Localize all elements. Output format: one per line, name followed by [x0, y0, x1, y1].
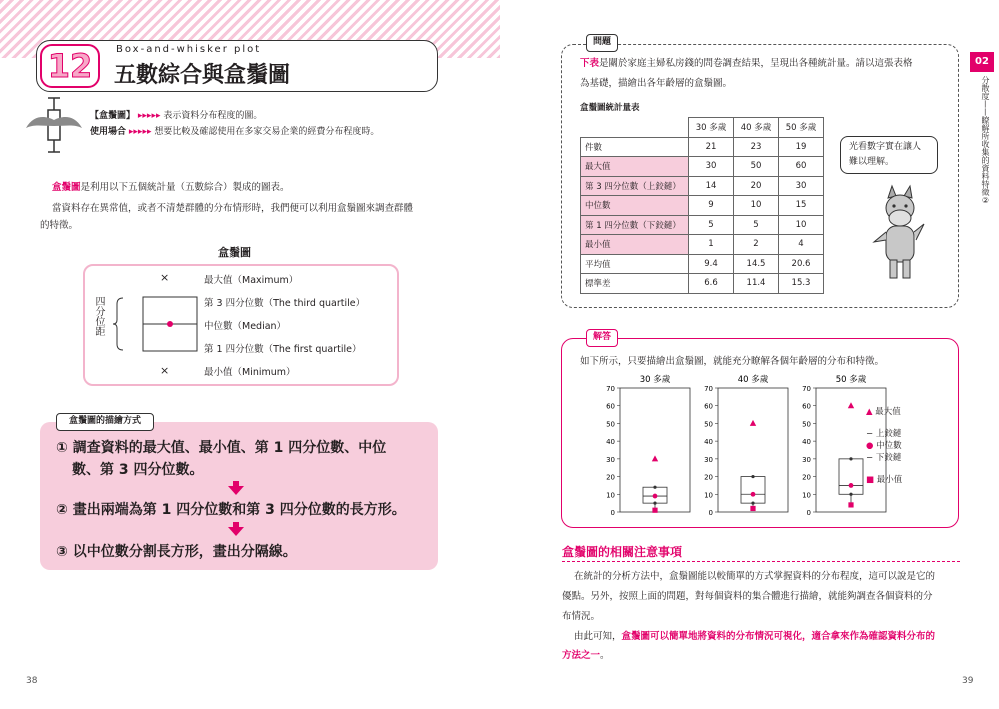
notes-line-5	[562, 646, 610, 665]
iqr-label: 四分位距	[93, 296, 104, 336]
y-tick-label: 10	[802, 491, 811, 500]
category-label: 50 多歲	[835, 375, 867, 385]
y-tick-label: 0	[610, 509, 615, 517]
table-row	[581, 235, 824, 255]
down-arrow-icon	[228, 527, 244, 536]
table-cell: 30	[779, 176, 824, 196]
down-arrow-icon	[228, 486, 244, 495]
row-label: 最小值	[581, 235, 689, 255]
min-point	[652, 508, 657, 513]
table-cell: 1	[689, 235, 734, 255]
paragraph-2-line-2: 的特徵。	[40, 220, 79, 231]
table-cell: 15.3	[779, 274, 824, 294]
speech-bubble	[840, 136, 938, 174]
y-tick-label: 20	[606, 473, 615, 482]
notes-line-4-start: 由此可知，	[574, 631, 622, 642]
table-cell: 15	[779, 196, 824, 216]
y-tick-label: 20	[704, 473, 713, 482]
table-row	[581, 274, 824, 294]
y-tick-label: 30	[802, 455, 811, 464]
median-point	[751, 492, 756, 497]
chapter-side-text: 分散度——瞭解所收集的資料特徵②	[981, 76, 990, 205]
legend-median-label: 中位數	[876, 441, 902, 451]
table-cell: 2	[734, 235, 779, 255]
table-cell: 6.6	[689, 274, 734, 294]
upper-hinge-point	[751, 475, 754, 478]
table-cell: 9	[689, 196, 734, 216]
notes-line-2: 優點。另外，按照上面的問題，對每個資料的集合體進行描繪，就能夠調查各個資料的分	[562, 591, 933, 602]
table-row	[581, 176, 824, 196]
question-tag: 問題	[586, 34, 618, 52]
speech-line-1: 光看數字實在讓人	[849, 142, 922, 152]
label-max: 最大值（Maximum）	[204, 275, 299, 286]
label-median: 中位數（Median）	[204, 321, 287, 332]
answer-text: 如下所示，只要描繪出盒鬚圖，就能充分瞭解各個年齡層的分布和特徵。	[580, 356, 885, 367]
table-cell: 11.4	[734, 274, 779, 294]
usage-arrows: ▸▸▸▸▸	[128, 127, 152, 137]
table-cell: 30	[689, 157, 734, 177]
legend-lower-label: 下鉸鏈	[875, 453, 902, 463]
table-row	[581, 137, 824, 157]
lower-hinge-point	[751, 502, 754, 505]
boxplot-chart	[584, 372, 867, 522]
table-cell: 23	[734, 137, 779, 157]
definition-line	[90, 108, 262, 121]
y-tick-label: 50	[704, 420, 713, 429]
step-1-line-2: 數、第 3 四分位數。	[72, 462, 204, 478]
category-label: 30 多歲	[639, 375, 671, 385]
y-tick-label: 10	[606, 491, 615, 500]
notes-line-5-highlight: 方法之一	[562, 650, 601, 661]
legend-upper-label: 上鉸鏈	[875, 429, 902, 439]
table-cell: 21	[689, 137, 734, 157]
y-tick-label: 60	[704, 402, 713, 411]
table-row	[581, 157, 824, 177]
triangle-icon: ▲	[866, 407, 873, 417]
table-cell: 20.6	[779, 254, 824, 274]
paragraph-2-line-1: 當資料存在異常值，或者不清楚群體的分布情形時，我們便可以利用盒鬚圖來調查群體	[52, 203, 414, 214]
table-cell: 20	[734, 176, 779, 196]
table-cell: 10	[734, 196, 779, 216]
square-icon: ■	[866, 475, 875, 485]
question-line-1	[580, 54, 913, 73]
box	[741, 477, 765, 504]
legend-item-lower	[866, 452, 902, 464]
y-tick-label: 60	[606, 402, 615, 411]
min-point	[848, 502, 853, 507]
table-cell: 14	[689, 176, 734, 196]
table-cell: 50	[734, 157, 779, 177]
table-cell: 9.4	[689, 254, 734, 274]
label-q3: 第 3 四分位數（The third quartile）	[204, 298, 366, 309]
notes-heading: 盒鬚圖的相關注意事項	[562, 545, 683, 559]
lower-hinge-point	[653, 502, 656, 505]
notes-line-3: 布情況。	[562, 611, 601, 622]
y-tick-label: 50	[802, 420, 811, 429]
mustache-boxplot-icon	[24, 96, 84, 160]
definition-text: 表示資料分布程度的圖。	[163, 111, 263, 121]
notes-line-5-end: 。	[600, 650, 610, 661]
upper-hinge-point	[849, 457, 852, 460]
table-cell: 19	[779, 137, 824, 157]
min-x-mark: ×	[160, 364, 170, 377]
legend-item-upper	[866, 428, 902, 440]
question-line-2: 為基礎，描繪出各年齡層的盒鬚圖。	[580, 78, 733, 89]
lower-hinge-point	[849, 493, 852, 496]
y-tick-label: 50	[606, 420, 615, 429]
usage-text: 想要比較及確認使用在多家交易企業的經費分布程度時。	[154, 127, 380, 137]
stats-table	[580, 117, 824, 294]
y-tick-label: 40	[606, 438, 615, 447]
paragraph-1-text: 是利用以下五個統計量（五數綜合）製成的圖表。	[80, 182, 290, 193]
table-row	[581, 196, 824, 216]
box	[839, 459, 863, 494]
legend-item-max	[866, 406, 902, 418]
table-cell: 14.5	[734, 254, 779, 274]
horse-mascot	[870, 184, 930, 284]
definition-label: 【盒鬚圖】	[90, 111, 136, 121]
table-header: 50 多歲	[779, 118, 824, 138]
y-tick-label: 20	[802, 473, 811, 482]
paragraph-1-highlight: 盒鬚圖	[52, 182, 81, 193]
table-title: 盒鬚圖統計量表	[580, 103, 640, 113]
y-tick-label: 70	[606, 385, 615, 393]
notes-line-1: 在統計的分析方法中，盒鬚圖能以較簡單的方式掌握資料的分布程度，這可以說是它的	[574, 571, 936, 582]
y-tick-label: 40	[704, 438, 713, 447]
notes-line-4-highlight: 盒鬚圖可以簡單地將資料的分布情況可視化，適合拿來作為確認資料分布的	[621, 631, 936, 642]
label-q1: 第 1 四分位數（The first quartile）	[204, 344, 362, 355]
dot-icon: ●	[866, 441, 874, 451]
paragraph-1	[52, 178, 290, 197]
y-tick-label: 30	[606, 455, 615, 464]
notes-line-4	[574, 627, 935, 646]
table-header: 40 多歲	[734, 118, 779, 138]
legend-max-label: 最大值	[875, 407, 901, 417]
step-2: ② 畫出兩端為第 1 四分位數和第 3 四分位數的長方形。	[56, 502, 406, 518]
row-label: 第 3 四分位數（上鉸鏈）	[581, 176, 689, 196]
table-header: 30 多歲	[689, 118, 734, 138]
median-point	[849, 483, 854, 488]
page-number-right: 39	[962, 676, 974, 686]
min-point	[750, 506, 755, 511]
upper-hinge-point	[653, 486, 656, 489]
question-highlight: 下表	[580, 58, 600, 69]
table-cell: 4	[779, 235, 824, 255]
page-title: 五數綜合與盒鬚圖	[114, 63, 291, 88]
category-label: 40 多歲	[737, 375, 769, 385]
row-label: 第 1 四分位數（下鉸鏈）	[581, 215, 689, 235]
y-tick-label: 0	[708, 509, 713, 517]
row-label: 最大值	[581, 157, 689, 177]
row-label: 件數	[581, 137, 689, 157]
step-1-line-1: ① 調查資料的最大值、最小值、第 1 四分位數、中位	[56, 440, 387, 456]
median-dot	[167, 321, 173, 327]
y-tick-label: 30	[704, 455, 713, 464]
row-label: 標準差	[581, 274, 689, 294]
legend-item-median	[866, 440, 902, 452]
legend-item-min	[866, 474, 902, 486]
hinge-line-icon: −	[866, 429, 874, 439]
table-corner	[581, 118, 689, 138]
usage-line	[90, 124, 379, 137]
row-label: 中位數	[581, 196, 689, 216]
table-cell: 5	[734, 215, 779, 235]
table-cell: 10	[779, 215, 824, 235]
page-number-left: 38	[26, 676, 38, 686]
table-row	[581, 254, 824, 274]
table-row	[581, 215, 824, 235]
chapter-side-tab: 02	[970, 52, 994, 72]
y-tick-label: 10	[704, 491, 713, 500]
chapter-number: 12	[40, 44, 100, 88]
y-tick-label: 60	[802, 402, 811, 411]
notes-divider	[562, 561, 960, 562]
max-x-mark: ×	[160, 271, 170, 284]
y-tick-label: 0	[806, 509, 811, 517]
method-tab: 盒鬚圖的描繪方式	[56, 413, 154, 431]
legend-min-label: 最小值	[876, 475, 903, 485]
table-cell: 60	[779, 157, 824, 177]
y-tick-label: 70	[802, 385, 811, 393]
definition-arrows: ▸▸▸▸▸	[137, 111, 161, 121]
median-point	[653, 494, 658, 499]
hinge-line-icon: −	[866, 453, 874, 463]
answer-tag: 解答	[586, 329, 618, 347]
question-text: 是關於家庭主婦私房錢的問卷調查結果，呈現出各種統計量。請以這張表格	[599, 58, 913, 69]
label-min: 最小值（Minimum）	[204, 367, 296, 378]
usage-label: 使用場合	[90, 127, 127, 137]
step-3: ③ 以中位數分割長方形，畫出分隔線。	[56, 544, 297, 560]
y-tick-label: 40	[802, 438, 811, 447]
speech-line-2: 難以理解。	[849, 157, 895, 167]
chart-legend	[866, 406, 902, 486]
row-label: 平均值	[581, 254, 689, 274]
y-tick-label: 70	[704, 385, 713, 393]
title-english: Box-and-whisker plot	[116, 44, 262, 55]
diagram-title: 盒鬚圖	[218, 246, 251, 259]
table-cell: 5	[689, 215, 734, 235]
